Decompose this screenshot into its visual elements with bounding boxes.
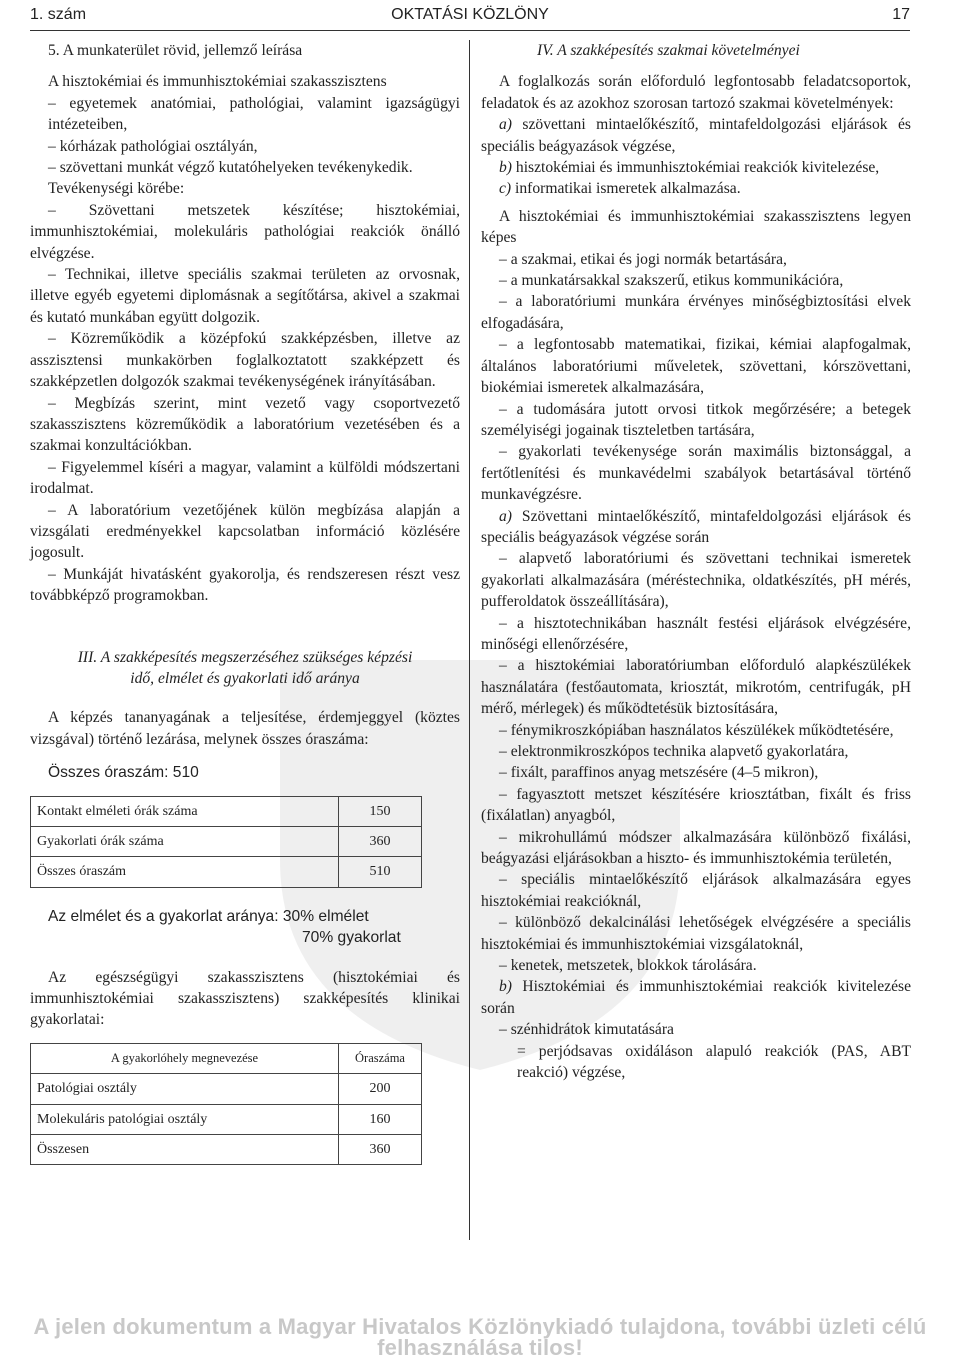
item-text: Szövettani mintaelőkészítő, mintafeldolgozási eljárások és speciális beágyazások végzése során <box>481 507 911 546</box>
paragraph: A képzés tananyagának a teljesítése, érdemjeggyel (köztes vizsgával) történő lezárása, melynek összes óraszáma: <box>30 709 460 748</box>
list-subitem: = perjódsavas oxidáláson alapuló reakciók (PAS, ABT reakció) végzése, <box>517 1042 911 1082</box>
section-3-title-line-2: idő, elmélet és gyakorlati idő aránya <box>130 669 360 687</box>
column-divider <box>469 40 470 1240</box>
list-item: – a legfontosabb matematikai, fizikai, kémiai alapfogalmak, általános laboratóriumi műveletek, szövettani, kórszövettani, biokémiai ismeretek alkalmazására, <box>481 336 911 397</box>
ratio-line: Az elmélet és a gyakorlat aránya: 30% elmélet <box>48 907 369 925</box>
list-item: – a tudomására jutott orvosi titkok megőrzésére; a betegek személyiségi jogainak tiszteletben tartására, <box>481 400 911 439</box>
list-item: – mikrohullámú módszer alkalmazására különböző fixálási, beágyazási eljárásokban a hiszto- és immunhisztokémia területén, <box>481 828 911 868</box>
clinical-practice-table <box>30 1043 422 1166</box>
table-cell: Gyakorlati órák száma <box>31 827 339 857</box>
paragraph: Az egészségügyi szakasszisztens (hisztokémiai és immunhisztokémiai szakasszisztens) szakképesítés klinikai gyakorlatai: <box>30 968 460 1029</box>
left-column <box>30 40 460 1165</box>
list-item: – Technikai, illetve speciális szakmai területen az orvosnak, illetve egyéb egyetemi diplomásnak a segítőtársa, akivel a szakmai és kutató munkában együtt dolgozik. <box>30 266 460 326</box>
table-row <box>31 1074 422 1104</box>
list-item: – fénymikroszkópiában használatos készülékek működtetésére, <box>499 721 894 739</box>
list-item: – szénhidrátok kimutatására <box>499 1021 674 1039</box>
table-row <box>31 796 422 826</box>
table-cell: Összes óraszám <box>31 857 339 887</box>
table-cell: 200 <box>339 1074 422 1104</box>
list-item: – különböző dekalcinálási lehetőségek elvégzésére a speciális hisztokémiai és immunhisztokémiai vizsgálatoknál, <box>481 914 911 953</box>
ratio-line: 70% gyakorlat <box>302 929 401 947</box>
list-item: – Szövettani metszetek készítése; hisztokémiai, immunhisztokémiai, molekuláris pathológiai reakciók önálló elvégzése. <box>30 201 460 262</box>
table-cell: Molekuláris patológiai osztály <box>31 1104 339 1134</box>
list-item: – Munkáját hivatásként gyakorolja, és rendszeresen részt vesz továbbképző programokban. <box>30 565 460 605</box>
table-row <box>31 857 422 887</box>
paragraph: A hisztokémiai és immunhisztokémiai szakasszisztens <box>48 73 387 91</box>
paragraph: A foglalkozás során előforduló legfontosabb feladatcsoportok, feladatok és az azokhoz szorosan tartozó szakmai követelmények: <box>481 73 911 112</box>
section-4-title: IV. A szakképesítés szakmai követelményei <box>537 42 800 59</box>
list-item: – a munkatársakkal szakszerű, etikus kommunikációra, <box>499 272 844 290</box>
list-item: – szövettani munkát végző kutatóhelyeken tevékenykedik. <box>48 159 413 177</box>
page-header <box>30 4 910 28</box>
table-cell: 360 <box>339 1135 422 1165</box>
list-item <box>481 506 911 549</box>
table-cell: 360 <box>339 827 422 857</box>
list-item: – a hisztokémiai laboratóriumban előforduló alapkészülékek használatára (festőautomata, kriosztát, mikrotóm, centrifugák, pH mérő, mérlegek) és működtetésük biztosítására, <box>481 657 911 718</box>
right-column <box>481 40 911 1084</box>
list-item: – fixált, paraffinos anyag metszésére (4–5 mikron), <box>499 764 819 782</box>
table-header-row <box>31 1043 422 1073</box>
table-row <box>31 1104 422 1134</box>
list-item: – a hisztotechnikában használt festési eljárások elvégzésére, minőségi ellenőrzésére, <box>481 614 911 653</box>
section-3-title: III. A szakképesítés megszerzéséhez szükséges képzési <box>77 648 413 666</box>
list-item: – A laboratórium vezetőjének külön megbízása alapján a vizsgálati eredményekkel kapcsolatban információ közlésére jogosult. <box>30 501 460 562</box>
list-item: – Közreműködik a középfokú szakképzésben, illetve az asszisztensi munkakörben foglalkoztatott szakképzett és szakképzetlen dolgozók szakmai tevékenységének irányításában. <box>30 330 460 391</box>
list-item: – speciális mintaelőkészítő eljárások alkalmazására egyes hisztokémiai reakcióknál, <box>481 871 911 910</box>
list-item: – a laboratóriumi munkára érvényes minőségbiztosítási elvek elfogadására, <box>481 293 911 332</box>
paragraph: A hisztokémiai és immunhisztokémiai szakasszisztens legyen képes <box>481 207 911 247</box>
hours-table <box>30 796 422 888</box>
item-text: Hisztokémiai és immunhisztokémiai reakciók kivitelezése során <box>481 978 911 1017</box>
table-cell: Patológiai osztály <box>31 1074 339 1104</box>
page-number: 17 <box>892 6 910 23</box>
item-label: a) <box>499 507 512 525</box>
header-rule <box>30 30 910 31</box>
list-item: – elektronmikroszkópos technika alapvető gyakorlatára, <box>499 743 849 760</box>
item-text: szövettani mintaelőkészítő, mintafeldolgozási eljárások és speciális beágyazások végzése, <box>481 116 911 155</box>
column-header: Óraszáma <box>339 1043 422 1073</box>
list-item: – gyakorlati tevékenysége során maximális biztonsággal, a fertőtlenítési és munkavédelmi szabályok betartásával történő munkavégzésre. <box>481 443 911 504</box>
table-cell: 150 <box>339 796 422 826</box>
copyright-notice: A jelen dokumentum a Magyar Hivatalos Közlönykiadó tulajdona, további üzleti célú felhasználása tilos! <box>33 1314 927 1360</box>
item-label: a) <box>499 116 512 134</box>
list-item: – kenetek, metszetek, blokkok tárolására. <box>499 957 757 975</box>
list-item: – a szakmai, etikai és jogi normák betartására, <box>499 250 787 268</box>
column-header: A gyakorlóhely megnevezése <box>31 1043 339 1073</box>
list-item: – kórházak pathológiai osztályán, <box>48 137 258 155</box>
list-item: – fagyasztott metszet készítésére kriosztátban, fixált és friss (fixálatlan) anyagból, <box>481 785 911 825</box>
item-label: b) <box>499 159 512 177</box>
table-cell: 160 <box>339 1104 422 1134</box>
total-hours: Összes óraszám: 510 <box>48 764 199 782</box>
table-row <box>31 827 422 857</box>
list-item <box>481 114 911 157</box>
table-cell: Kontakt elméleti órák száma <box>31 796 339 826</box>
list-item: – alapvető laboratóriumi és szövettani technikai ismeretek gyakorlati alkalmazására (méréstechnika, oldatkészítés, pH mérés, pufferoldatok összeállítására), <box>481 550 911 611</box>
table-row <box>31 1135 422 1165</box>
list-item: – Figyelemmel kíséri a magyar, valamint a külföldi módszertani irodalmat. <box>30 458 460 498</box>
list-item <box>481 178 911 199</box>
item-text: hisztokémiai és immunhisztokémiai reakciók kivitelezése, <box>512 159 880 177</box>
table-cell: 510 <box>339 857 422 887</box>
list-item: – Megbízás szerint, mint vezető vagy csoportvezető szakasszisztens közreműködik a laboratórium vezetésében és a szakmai konzultációkban. <box>30 394 460 455</box>
list-item <box>481 157 911 178</box>
list-item: – egyetemek anatómiai, pathológiai, valamint igazságügyi intézeteiben, <box>48 94 460 134</box>
item-text: informatikai ismeretek alkalmazása. <box>511 180 741 198</box>
paragraph: Tevékenységi körébe: <box>48 180 185 198</box>
list-item <box>481 976 911 1019</box>
item-label: b) <box>499 978 512 996</box>
item-label: c) <box>499 180 512 198</box>
table-cell: Összesen <box>31 1135 339 1165</box>
section-5-title: 5. A munkaterület rövid, jellemző leírása <box>48 42 303 59</box>
journal-title: OKTATÁSI KÖZLÖNY <box>391 6 549 23</box>
issue-number: 1. szám <box>30 6 87 23</box>
